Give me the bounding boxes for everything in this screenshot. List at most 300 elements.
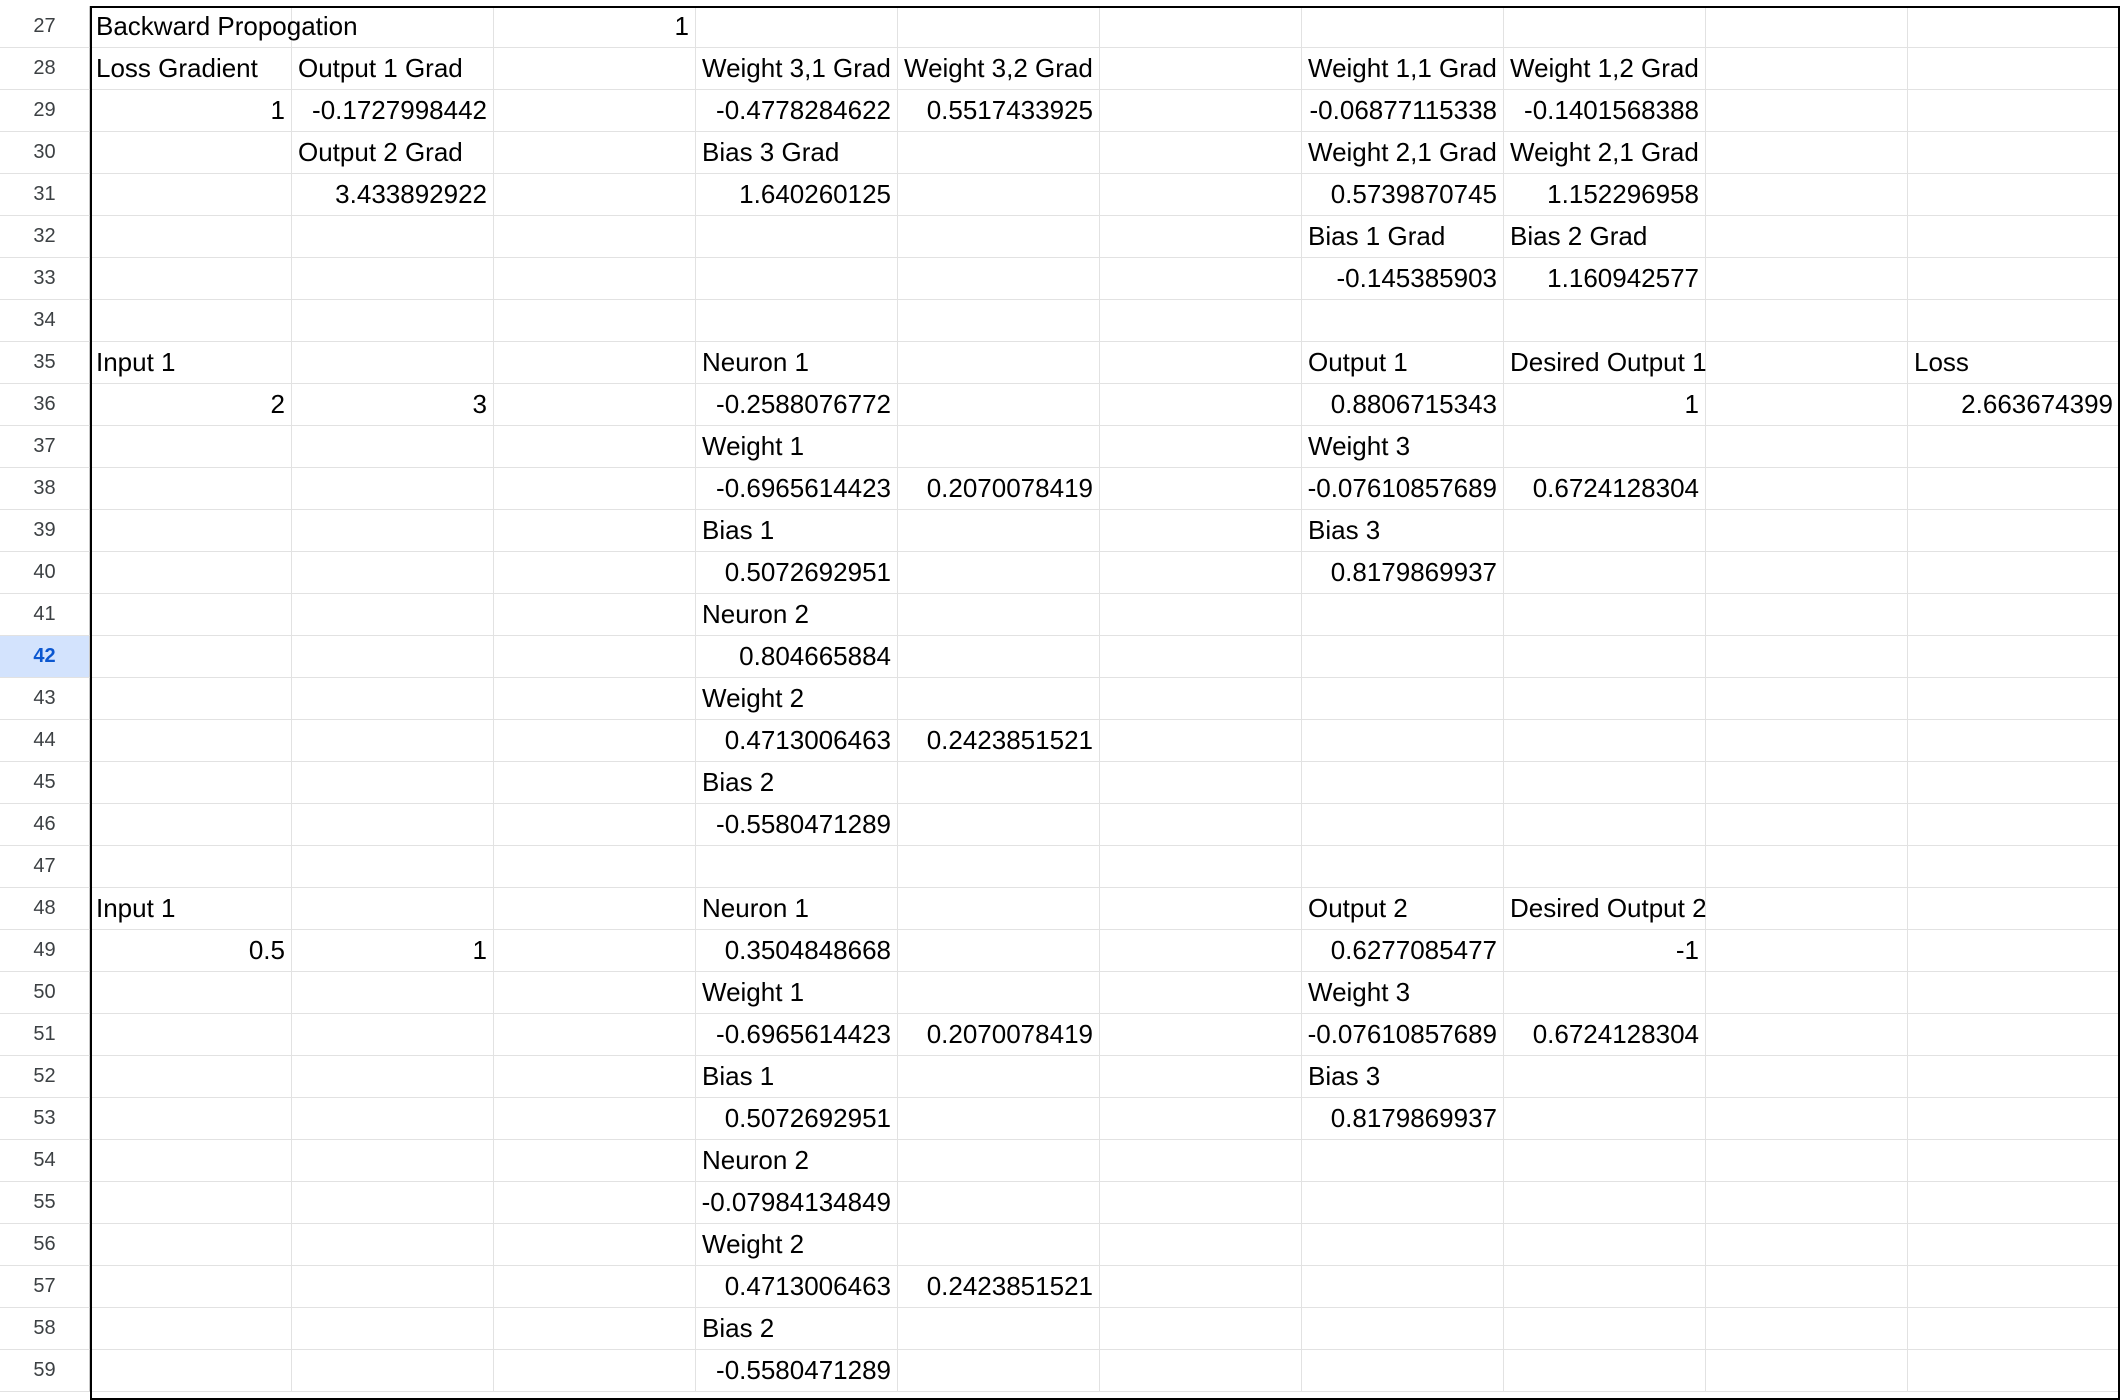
cell-r43-c1[interactable] [90, 678, 292, 720]
cell-r47-c6[interactable] [1100, 846, 1302, 888]
cell-r57-c3[interactable] [494, 1266, 696, 1308]
row-header-36[interactable]: 36 [0, 384, 90, 426]
row-header-33[interactable]: 33 [0, 258, 90, 300]
cell-r34-c8[interactable] [1504, 300, 1706, 342]
cell-r53-c5[interactable] [898, 1098, 1100, 1140]
cell-r30-c4[interactable]: Bias 3 Grad [696, 132, 898, 174]
cell-r59-c5[interactable] [898, 1350, 1100, 1392]
cell-r55-c9[interactable] [1706, 1182, 1908, 1224]
cell-r53-c4[interactable]: 0.5072692951 [696, 1098, 898, 1140]
cell-r28-c7[interactable]: Weight 1,1 Grad [1302, 48, 1504, 90]
cell-r35-c6[interactable] [1100, 342, 1302, 384]
cell-r51-c6[interactable] [1100, 1014, 1302, 1056]
cell-r42-c7[interactable] [1302, 636, 1504, 678]
cell-r44-c3[interactable] [494, 720, 696, 762]
cell-r41-c2[interactable] [292, 594, 494, 636]
cell-r52-c3[interactable] [494, 1056, 696, 1098]
row-header-55[interactable]: 55 [0, 1182, 90, 1224]
cell-r49-c4[interactable]: 0.3504848668 [696, 930, 898, 972]
cell-r54-c10[interactable] [1908, 1140, 2120, 1182]
cell-r34-c4[interactable] [696, 300, 898, 342]
cell-r56-c6[interactable] [1100, 1224, 1302, 1266]
cell-r56-c5[interactable] [898, 1224, 1100, 1266]
cell-r48-c2[interactable] [292, 888, 494, 930]
cell-r44-c6[interactable] [1100, 720, 1302, 762]
cell-r52-c6[interactable] [1100, 1056, 1302, 1098]
cell-r46-c5[interactable] [898, 804, 1100, 846]
row-header-28[interactable]: 28 [0, 48, 90, 90]
row-header-41[interactable]: 41 [0, 594, 90, 636]
cell-r53-c3[interactable] [494, 1098, 696, 1140]
cell-r57-c2[interactable] [292, 1266, 494, 1308]
cell-r42-c1[interactable] [90, 636, 292, 678]
cell-r47-c1[interactable] [90, 846, 292, 888]
cell-r36-c1[interactable]: 2 [90, 384, 292, 426]
cell-r30-c6[interactable] [1100, 132, 1302, 174]
cell-r41-c7[interactable] [1302, 594, 1504, 636]
cell-r59-c10[interactable] [1908, 1350, 2120, 1392]
row-header-44[interactable]: 44 [0, 720, 90, 762]
cell-r39-c1[interactable] [90, 510, 292, 552]
cell-r48-c1[interactable]: Input 1 [90, 888, 292, 930]
row-header-27[interactable]: 27 [0, 6, 90, 48]
cell-r31-c10[interactable] [1908, 174, 2120, 216]
row-header-57[interactable]: 57 [0, 1266, 90, 1308]
row-header-34[interactable]: 34 [0, 300, 90, 342]
row-header-32[interactable]: 32 [0, 216, 90, 258]
cell-r42-c10[interactable] [1908, 636, 2120, 678]
cell-r58-c7[interactable] [1302, 1308, 1504, 1350]
cell-r50-c7[interactable]: Weight 3 [1302, 972, 1504, 1014]
cell-r31-c8[interactable]: 1.152296958 [1504, 174, 1706, 216]
cell-r32-c8[interactable]: Bias 2 Grad [1504, 216, 1706, 258]
cell-r36-c5[interactable] [898, 384, 1100, 426]
cell-r53-c2[interactable] [292, 1098, 494, 1140]
cell-r40-c3[interactable] [494, 552, 696, 594]
cell-r58-c10[interactable] [1908, 1308, 2120, 1350]
cell-r39-c7[interactable]: Bias 3 [1302, 510, 1504, 552]
cell-r42-c8[interactable] [1504, 636, 1706, 678]
cell-r56-c1[interactable] [90, 1224, 292, 1266]
cell-r50-c8[interactable] [1504, 972, 1706, 1014]
row-header-47[interactable]: 47 [0, 846, 90, 888]
cell-r48-c6[interactable] [1100, 888, 1302, 930]
cell-r38-c3[interactable] [494, 468, 696, 510]
row-header-52[interactable]: 52 [0, 1056, 90, 1098]
cell-r53-c10[interactable] [1908, 1098, 2120, 1140]
cell-r41-c8[interactable] [1504, 594, 1706, 636]
cell-r50-c1[interactable] [90, 972, 292, 1014]
cell-r45-c7[interactable] [1302, 762, 1504, 804]
cell-r53-c7[interactable]: 0.8179869937 [1302, 1098, 1504, 1140]
cell-r41-c10[interactable] [1908, 594, 2120, 636]
cell-r37-c7[interactable]: Weight 3 [1302, 426, 1504, 468]
cell-r31-c4[interactable]: 1.640260125 [696, 174, 898, 216]
cell-r35-c7[interactable]: Output 1 [1302, 342, 1504, 384]
cell-r29-c7[interactable]: -0.06877115338 [1302, 90, 1504, 132]
cell-r30-c2[interactable]: Output 2 Grad [292, 132, 494, 174]
cell-r33-c10[interactable] [1908, 258, 2120, 300]
cell-r52-c5[interactable] [898, 1056, 1100, 1098]
cell-r49-c6[interactable] [1100, 930, 1302, 972]
cell-r30-c9[interactable] [1706, 132, 1908, 174]
row-header-37[interactable]: 37 [0, 426, 90, 468]
cell-r57-c10[interactable] [1908, 1266, 2120, 1308]
cell-r46-c6[interactable] [1100, 804, 1302, 846]
cell-r28-c8[interactable]: Weight 1,2 Grad [1504, 48, 1706, 90]
cell-r27-c10[interactable] [1908, 6, 2120, 48]
cell-r45-c5[interactable] [898, 762, 1100, 804]
cell-r34-c1[interactable] [90, 300, 292, 342]
cell-r33-c1[interactable] [90, 258, 292, 300]
cell-r31-c2[interactable]: 3.433892922 [292, 174, 494, 216]
cell-r27-c3[interactable]: 1 [494, 6, 696, 48]
cell-r27-c6[interactable] [1100, 6, 1302, 48]
cell-r55-c2[interactable] [292, 1182, 494, 1224]
cell-r48-c9[interactable] [1706, 888, 1908, 930]
cell-r46-c10[interactable] [1908, 804, 2120, 846]
cell-r29-c5[interactable]: 0.5517433925 [898, 90, 1100, 132]
cell-r54-c3[interactable] [494, 1140, 696, 1182]
cell-r39-c8[interactable] [1504, 510, 1706, 552]
cell-r29-c9[interactable] [1706, 90, 1908, 132]
cell-r43-c7[interactable] [1302, 678, 1504, 720]
row-header-56[interactable]: 56 [0, 1224, 90, 1266]
cell-r32-c4[interactable] [696, 216, 898, 258]
row-header-46[interactable]: 46 [0, 804, 90, 846]
cell-r36-c7[interactable]: 0.8806715343 [1302, 384, 1504, 426]
cell-r47-c8[interactable] [1504, 846, 1706, 888]
cell-r28-c10[interactable] [1908, 48, 2120, 90]
cell-r31-c7[interactable]: 0.5739870745 [1302, 174, 1504, 216]
cell-r40-c7[interactable]: 0.8179869937 [1302, 552, 1504, 594]
cell-r40-c4[interactable]: 0.5072692951 [696, 552, 898, 594]
cell-r30-c8[interactable]: Weight 2,1 Grad [1504, 132, 1706, 174]
row-header-42[interactable]: 42 [0, 636, 90, 678]
cell-r45-c9[interactable] [1706, 762, 1908, 804]
cell-r31-c1[interactable] [90, 174, 292, 216]
cell-r32-c5[interactable] [898, 216, 1100, 258]
cell-r50-c10[interactable] [1908, 972, 2120, 1014]
cell-r28-c2[interactable]: Output 1 Grad [292, 48, 494, 90]
row-header-54[interactable]: 54 [0, 1140, 90, 1182]
row-header-39[interactable]: 39 [0, 510, 90, 552]
cell-r32-c9[interactable] [1706, 216, 1908, 258]
cell-r55-c1[interactable] [90, 1182, 292, 1224]
cell-r56-c8[interactable] [1504, 1224, 1706, 1266]
cell-r45-c3[interactable] [494, 762, 696, 804]
cell-r39-c5[interactable] [898, 510, 1100, 552]
row-header-59[interactable]: 59 [0, 1350, 90, 1392]
cell-r37-c3[interactable] [494, 426, 696, 468]
cell-r44-c9[interactable] [1706, 720, 1908, 762]
cell-r27-c1[interactable]: Backward Propogation [90, 6, 292, 48]
cell-r47-c10[interactable] [1908, 846, 2120, 888]
cell-r28-c9[interactable] [1706, 48, 1908, 90]
row-header-38[interactable]: 38 [0, 468, 90, 510]
cell-r38-c9[interactable] [1706, 468, 1908, 510]
cell-r41-c6[interactable] [1100, 594, 1302, 636]
cell-r56-c2[interactable] [292, 1224, 494, 1266]
cell-r48-c7[interactable]: Output 2 [1302, 888, 1504, 930]
cell-r52-c2[interactable] [292, 1056, 494, 1098]
cell-r38-c1[interactable] [90, 468, 292, 510]
row-header-51[interactable]: 51 [0, 1014, 90, 1056]
cell-r47-c7[interactable] [1302, 846, 1504, 888]
row-header-58[interactable]: 58 [0, 1308, 90, 1350]
cell-r41-c1[interactable] [90, 594, 292, 636]
cell-r32-c6[interactable] [1100, 216, 1302, 258]
cell-r54-c5[interactable] [898, 1140, 1100, 1182]
cell-r34-c7[interactable] [1302, 300, 1504, 342]
cell-r27-c9[interactable] [1706, 6, 1908, 48]
cell-r33-c5[interactable] [898, 258, 1100, 300]
cell-r59-c4[interactable]: -0.5580471289 [696, 1350, 898, 1392]
row-header-48[interactable]: 48 [0, 888, 90, 930]
cell-r28-c5[interactable]: Weight 3,2 Grad [898, 48, 1100, 90]
cell-r33-c9[interactable] [1706, 258, 1908, 300]
cell-r37-c10[interactable] [1908, 426, 2120, 468]
cell-r38-c4[interactable]: -0.6965614423 [696, 468, 898, 510]
cell-r49-c8[interactable]: -1 [1504, 930, 1706, 972]
cell-r30-c3[interactable] [494, 132, 696, 174]
cell-r51-c5[interactable]: 0.2070078419 [898, 1014, 1100, 1056]
cell-r50-c9[interactable] [1706, 972, 1908, 1014]
cell-r33-c6[interactable] [1100, 258, 1302, 300]
cell-r52-c10[interactable] [1908, 1056, 2120, 1098]
row-header-30[interactable]: 30 [0, 132, 90, 174]
cell-r57-c7[interactable] [1302, 1266, 1504, 1308]
cell-r55-c7[interactable] [1302, 1182, 1504, 1224]
cell-r37-c9[interactable] [1706, 426, 1908, 468]
cell-r51-c3[interactable] [494, 1014, 696, 1056]
cell-r33-c3[interactable] [494, 258, 696, 300]
cell-r30-c1[interactable] [90, 132, 292, 174]
cell-r46-c1[interactable] [90, 804, 292, 846]
cell-r50-c4[interactable]: Weight 1 [696, 972, 898, 1014]
cell-r53-c9[interactable] [1706, 1098, 1908, 1140]
cell-r35-c10[interactable]: Loss [1908, 342, 2120, 384]
cell-r49-c3[interactable] [494, 930, 696, 972]
cell-r44-c4[interactable]: 0.4713006463 [696, 720, 898, 762]
cell-r52-c1[interactable] [90, 1056, 292, 1098]
cell-r43-c6[interactable] [1100, 678, 1302, 720]
cell-r43-c5[interactable] [898, 678, 1100, 720]
cell-r37-c5[interactable] [898, 426, 1100, 468]
cell-r46-c9[interactable] [1706, 804, 1908, 846]
cell-r40-c6[interactable] [1100, 552, 1302, 594]
cell-r49-c1[interactable]: 0.5 [90, 930, 292, 972]
cell-r43-c2[interactable] [292, 678, 494, 720]
cell-r42-c5[interactable] [898, 636, 1100, 678]
cell-r28-c3[interactable] [494, 48, 696, 90]
cell-r51-c4[interactable]: -0.6965614423 [696, 1014, 898, 1056]
cell-r45-c8[interactable] [1504, 762, 1706, 804]
cell-r35-c3[interactable] [494, 342, 696, 384]
cell-r29-c8[interactable]: -0.1401568388 [1504, 90, 1706, 132]
cell-r41-c9[interactable] [1706, 594, 1908, 636]
cell-r36-c8[interactable]: 1 [1504, 384, 1706, 426]
cell-r47-c5[interactable] [898, 846, 1100, 888]
cell-r54-c8[interactable] [1504, 1140, 1706, 1182]
cell-r43-c9[interactable] [1706, 678, 1908, 720]
cell-r58-c4[interactable]: Bias 2 [696, 1308, 898, 1350]
cell-r45-c4[interactable]: Bias 2 [696, 762, 898, 804]
cell-r36-c10[interactable]: 2.663674399 [1908, 384, 2120, 426]
cell-r58-c2[interactable] [292, 1308, 494, 1350]
cell-r54-c2[interactable] [292, 1140, 494, 1182]
cell-r59-c9[interactable] [1706, 1350, 1908, 1392]
row-header-53[interactable]: 53 [0, 1098, 90, 1140]
cell-r30-c5[interactable] [898, 132, 1100, 174]
cell-r56-c9[interactable] [1706, 1224, 1908, 1266]
cell-r53-c6[interactable] [1100, 1098, 1302, 1140]
cell-r34-c5[interactable] [898, 300, 1100, 342]
cell-r54-c4[interactable]: Neuron 2 [696, 1140, 898, 1182]
cell-r56-c7[interactable] [1302, 1224, 1504, 1266]
cell-r51-c8[interactable]: 0.6724128304 [1504, 1014, 1706, 1056]
cell-r45-c10[interactable] [1908, 762, 2120, 804]
cell-r58-c8[interactable] [1504, 1308, 1706, 1350]
cell-r38-c2[interactable] [292, 468, 494, 510]
cell-r50-c5[interactable] [898, 972, 1100, 1014]
cell-r49-c10[interactable] [1908, 930, 2120, 972]
cell-r29-c6[interactable] [1100, 90, 1302, 132]
cell-r31-c6[interactable] [1100, 174, 1302, 216]
cell-r49-c9[interactable] [1706, 930, 1908, 972]
cell-r59-c7[interactable] [1302, 1350, 1504, 1392]
cell-r39-c10[interactable] [1908, 510, 2120, 552]
cell-r38-c10[interactable] [1908, 468, 2120, 510]
cell-r44-c10[interactable] [1908, 720, 2120, 762]
cell-r59-c8[interactable] [1504, 1350, 1706, 1392]
cell-r27-c5[interactable] [898, 6, 1100, 48]
cell-r45-c2[interactable] [292, 762, 494, 804]
cell-r34-c6[interactable] [1100, 300, 1302, 342]
cell-r35-c2[interactable] [292, 342, 494, 384]
cell-r59-c6[interactable] [1100, 1350, 1302, 1392]
cell-r54-c7[interactable] [1302, 1140, 1504, 1182]
cell-r31-c3[interactable] [494, 174, 696, 216]
cell-r59-c3[interactable] [494, 1350, 696, 1392]
cell-r44-c1[interactable] [90, 720, 292, 762]
cell-r38-c8[interactable]: 0.6724128304 [1504, 468, 1706, 510]
cell-r29-c10[interactable] [1908, 90, 2120, 132]
cell-r28-c6[interactable] [1100, 48, 1302, 90]
cell-r48-c4[interactable]: Neuron 1 [696, 888, 898, 930]
cell-r52-c8[interactable] [1504, 1056, 1706, 1098]
cell-r55-c10[interactable] [1908, 1182, 2120, 1224]
cell-r41-c5[interactable] [898, 594, 1100, 636]
cell-r40-c5[interactable] [898, 552, 1100, 594]
cell-r57-c1[interactable] [90, 1266, 292, 1308]
cell-r57-c5[interactable]: 0.2423851521 [898, 1266, 1100, 1308]
cell-r35-c5[interactable] [898, 342, 1100, 384]
cell-r41-c4[interactable]: Neuron 2 [696, 594, 898, 636]
cell-r36-c2[interactable]: 3 [292, 384, 494, 426]
cell-r35-c9[interactable] [1706, 342, 1908, 384]
row-header-49[interactable]: 49 [0, 930, 90, 972]
cell-r50-c6[interactable] [1100, 972, 1302, 1014]
cell-r58-c1[interactable] [90, 1308, 292, 1350]
cell-r52-c9[interactable] [1706, 1056, 1908, 1098]
cell-r45-c1[interactable] [90, 762, 292, 804]
cell-r39-c3[interactable] [494, 510, 696, 552]
cell-r46-c2[interactable] [292, 804, 494, 846]
cell-r34-c10[interactable] [1908, 300, 2120, 342]
row-header-50[interactable]: 50 [0, 972, 90, 1014]
cell-r29-c3[interactable] [494, 90, 696, 132]
cell-r36-c6[interactable] [1100, 384, 1302, 426]
cell-r55-c6[interactable] [1100, 1182, 1302, 1224]
cell-r46-c7[interactable] [1302, 804, 1504, 846]
cell-r36-c9[interactable] [1706, 384, 1908, 426]
cell-r56-c10[interactable] [1908, 1224, 2120, 1266]
cell-r34-c9[interactable] [1706, 300, 1908, 342]
cell-r32-c7[interactable]: Bias 1 Grad [1302, 216, 1504, 258]
cell-r57-c6[interactable] [1100, 1266, 1302, 1308]
cell-r40-c1[interactable] [90, 552, 292, 594]
cell-r29-c2[interactable]: -0.1727998442 [292, 90, 494, 132]
cell-r48-c10[interactable] [1908, 888, 2120, 930]
cell-r44-c5[interactable]: 0.2423851521 [898, 720, 1100, 762]
cell-r42-c2[interactable] [292, 636, 494, 678]
cell-r42-c4[interactable]: 0.804665884 [696, 636, 898, 678]
cell-r30-c7[interactable]: Weight 2,1 Grad [1302, 132, 1504, 174]
cell-r54-c6[interactable] [1100, 1140, 1302, 1182]
cell-r48-c5[interactable] [898, 888, 1100, 930]
cell-r31-c9[interactable] [1706, 174, 1908, 216]
row-header-29[interactable]: 29 [0, 90, 90, 132]
cell-r44-c7[interactable] [1302, 720, 1504, 762]
cell-r36-c4[interactable]: -0.2588076772 [696, 384, 898, 426]
cell-r51-c2[interactable] [292, 1014, 494, 1056]
cell-r38-c7[interactable]: -0.07610857689 [1302, 468, 1504, 510]
cell-r37-c1[interactable] [90, 426, 292, 468]
cell-r41-c3[interactable] [494, 594, 696, 636]
cell-r42-c6[interactable] [1100, 636, 1302, 678]
cell-r53-c1[interactable] [90, 1098, 292, 1140]
row-header-40[interactable]: 40 [0, 552, 90, 594]
cell-r55-c3[interactable] [494, 1182, 696, 1224]
cell-r47-c4[interactable] [696, 846, 898, 888]
cell-r32-c10[interactable] [1908, 216, 2120, 258]
cell-r27-c4[interactable] [696, 6, 898, 48]
cell-r51-c1[interactable] [90, 1014, 292, 1056]
cell-r43-c8[interactable] [1504, 678, 1706, 720]
cell-r46-c8[interactable] [1504, 804, 1706, 846]
cell-r50-c2[interactable] [292, 972, 494, 1014]
cell-r40-c10[interactable] [1908, 552, 2120, 594]
cell-r46-c4[interactable]: -0.5580471289 [696, 804, 898, 846]
cell-r39-c4[interactable]: Bias 1 [696, 510, 898, 552]
cell-r56-c4[interactable]: Weight 2 [696, 1224, 898, 1266]
cell-r38-c6[interactable] [1100, 468, 1302, 510]
cell-r53-c8[interactable] [1504, 1098, 1706, 1140]
cell-r46-c3[interactable] [494, 804, 696, 846]
row-header-45[interactable]: 45 [0, 762, 90, 804]
cell-r38-c5[interactable]: 0.2070078419 [898, 468, 1100, 510]
cell-r51-c10[interactable] [1908, 1014, 2120, 1056]
cell-r58-c5[interactable] [898, 1308, 1100, 1350]
cell-r58-c9[interactable] [1706, 1308, 1908, 1350]
cell-r37-c4[interactable]: Weight 1 [696, 426, 898, 468]
cell-r28-c4[interactable]: Weight 3,1 Grad [696, 48, 898, 90]
cell-r43-c3[interactable] [494, 678, 696, 720]
cell-r55-c8[interactable] [1504, 1182, 1706, 1224]
cell-r52-c4[interactable]: Bias 1 [696, 1056, 898, 1098]
cell-r42-c9[interactable] [1706, 636, 1908, 678]
